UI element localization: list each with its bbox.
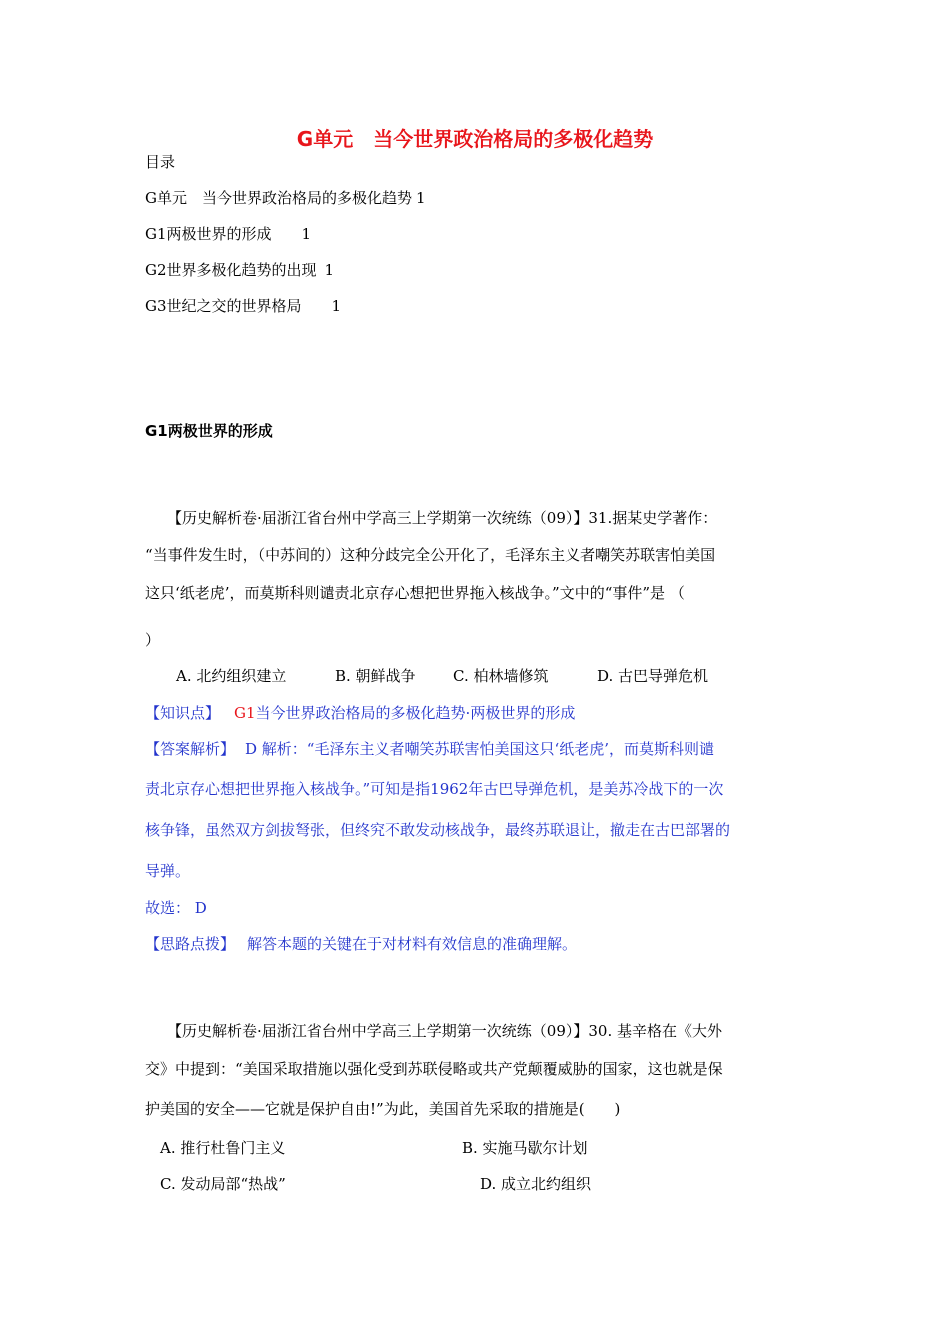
- knowledge-label: 【知识点】: [145, 704, 221, 722]
- toc-item[interactable]: [145, 296, 341, 316]
- toc-item-label: G3世纪之交的世界格局: [145, 297, 302, 315]
- question-line: 【历史解析卷·届浙江省台州中学高三上学期第一次统练（09）】31.据某史学著作：: [167, 509, 718, 527]
- option-d: D. 成立北约组织: [480, 1175, 592, 1193]
- knowledge-point: [145, 703, 575, 723]
- toc-item-page: 1: [301, 225, 312, 243]
- toc-item-page: 1: [331, 297, 342, 315]
- toc-item-label: G1两极世界的形成: [145, 225, 272, 243]
- answer-line: D 解析：“毛泽东主义者嘲笑苏联害怕美国这只‘纸老虎’，而莫斯科则谴: [245, 740, 715, 758]
- answer-line: 核争锋，虽然双方剑拔弩张，但终究不敢发动核战争，最终苏联退让，撤走在古巴部署的: [145, 821, 731, 839]
- section-heading: G1两极世界的形成: [145, 422, 273, 440]
- question-line: ）: [145, 631, 161, 649]
- option-c: C. 发动局部“热战”: [160, 1175, 286, 1193]
- option-a: A. 北约组织建立: [176, 667, 287, 685]
- tip-label: 【思路点拨】: [145, 935, 236, 953]
- answer-line: 责北京存心想把世界拖入核战争。”可知是指1962年古巴导弹危机，是美苏冷战下的一次: [145, 780, 724, 798]
- option-b: B. 朝鲜战争: [335, 667, 416, 685]
- toc-item-page: 1: [324, 261, 335, 279]
- knowledge-code: G1: [234, 704, 256, 722]
- question-line: “当事件发生时，（中苏间的）这种分歧完全公开化了，毛泽东主义者嘲笑苏联害怕美国: [145, 546, 716, 564]
- knowledge-text: 当今世界政治格局的多极化趋势·两极世界的形成: [255, 704, 576, 722]
- toc-item[interactable]: [145, 260, 334, 280]
- answer-line: 导弹。: [145, 862, 191, 880]
- answer-analysis: [145, 739, 714, 759]
- toc-item[interactable]: [145, 188, 426, 208]
- question-line: 交》中提到：“美国采取措施以强化受到苏联侵略或共产党颠覆威胁的国家，这也就是保: [145, 1060, 723, 1078]
- toc-item-label: G2世界多极化趋势的出现: [145, 261, 317, 279]
- question-line: 这只‘纸老虎’，而莫斯科则谴责北京存心想把世界拖入核战争。”文中的“事件”是 （: [145, 584, 685, 602]
- option-d: D. 古巴导弹危机: [597, 667, 709, 685]
- question-line: 【历史解析卷·届浙江省台州中学高三上学期第一次统练（09）】30. 基辛格在《大外: [167, 1022, 722, 1040]
- question-line: 护美国的安全——它就是保护自由!”为此，美国首先采取的措施是( ): [145, 1100, 621, 1118]
- answer-label: 【答案解析】: [145, 740, 236, 758]
- option-c: C. 柏林墙修筑: [453, 667, 549, 685]
- toc-item[interactable]: [145, 224, 311, 244]
- toc-heading: 目录: [145, 153, 176, 171]
- document-title: G单元 当今世界政治格局的多极化趋势: [296, 127, 654, 151]
- thinking-tip: [145, 934, 577, 954]
- option-b: B. 实施马歇尔计划: [462, 1139, 588, 1157]
- tip-text: 解答本题的关键在于对材料有效信息的准确理解。: [247, 935, 578, 953]
- toc-item-label: G单元 当今世界政治格局的多极化趋势: [145, 189, 412, 207]
- toc-item-page: 1: [415, 189, 426, 207]
- option-a: A. 推行杜鲁门主义: [160, 1139, 286, 1157]
- answer-choice: 故选： D: [145, 899, 207, 917]
